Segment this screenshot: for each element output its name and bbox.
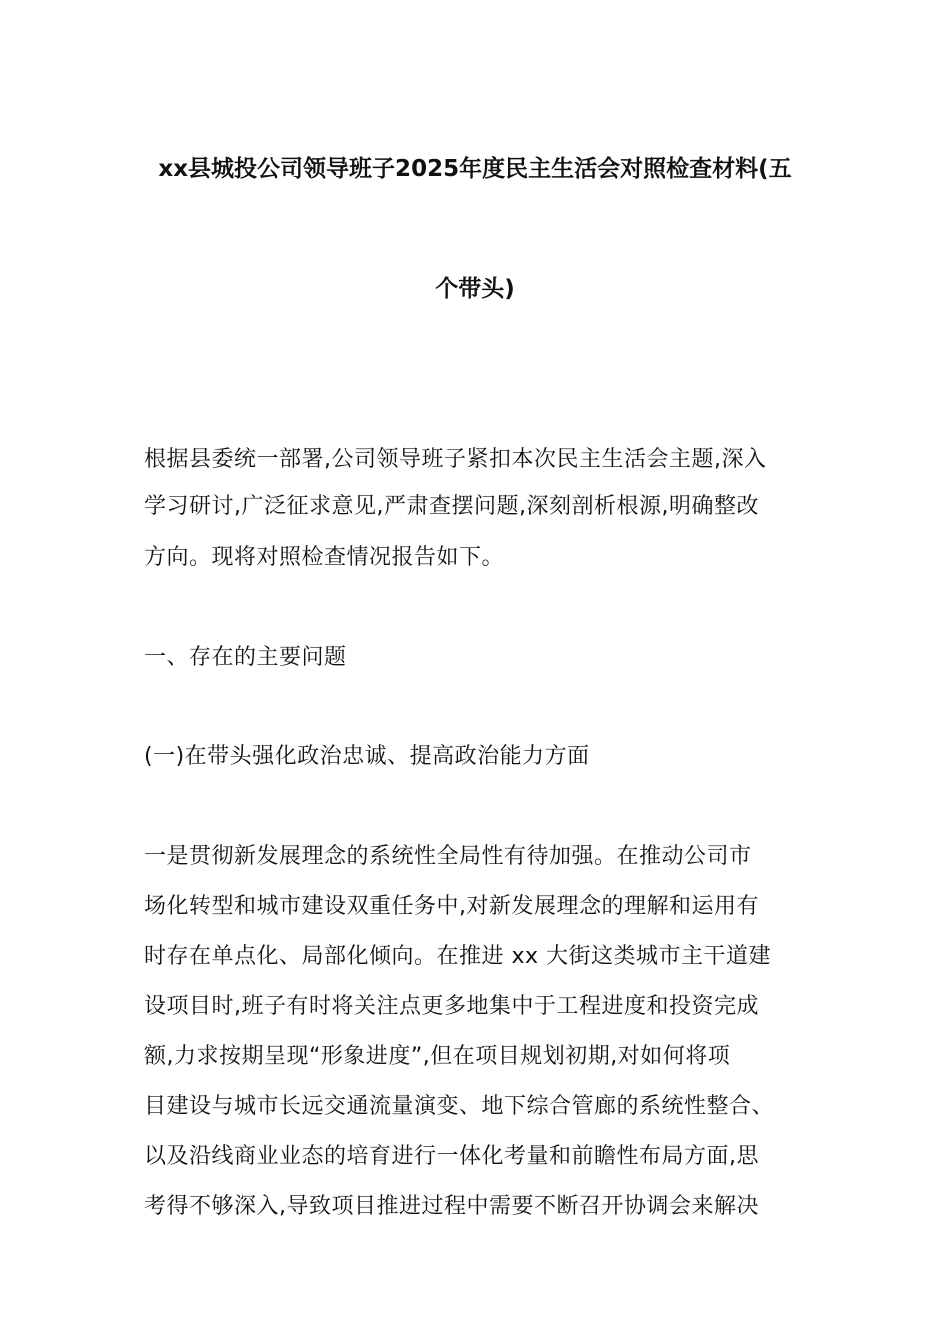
body-paragraph-line: 额,力求按期呈现“形象进度”,但在项目规划初期,对如何将项 — [144, 1044, 731, 1069]
document-title-line-1: xx县城投公司领导班子2025年度民主生活会对照检查材料(五 — [158, 156, 792, 182]
body-paragraph-line: 时存在单点化、局部化倾向。在推进 xx 大街这类城市主干道建 — [144, 944, 772, 969]
intro-paragraph-line: 学习研讨,广泛征求意见,严肃查摆问题,深刻剖析根源,明确整改 — [144, 494, 759, 519]
section-heading: 一、存在的主要问题 — [144, 645, 347, 670]
body-paragraph-line: 以及沿线商业业态的培育进行一体化考量和前瞻性布局方面,思 — [144, 1144, 759, 1169]
body-paragraph-line: 目建设与城市长远交通流量演变、地下综合管廊的系统性整合、 — [144, 1094, 775, 1119]
intro-paragraph-line: 方向。现将对照检查情况报告如下。 — [144, 545, 505, 570]
body-paragraph-line: 一是贯彻新发展理念的系统性全局性有待加强。在推动公司市 — [144, 844, 752, 869]
document-title-line-2: 个带头) — [435, 276, 515, 302]
intro-paragraph-line: 根据县委统一部署,公司领导班子紧扣本次民主生活会主题,深入 — [144, 447, 767, 472]
subsection-heading: (一)在带头强化政治忠诚、提高政治能力方面 — [144, 744, 590, 769]
body-paragraph-line: 考得不够深入,导致项目推进过程中需要不断召开协调会来解决 — [144, 1194, 759, 1219]
body-paragraph-line: 场化转型和城市建设双重任务中,对新发展理念的理解和运用有 — [144, 894, 759, 919]
body-paragraph-line: 设项目时,班子有时将关注点更多地集中于工程进度和投资完成 — [144, 994, 759, 1019]
